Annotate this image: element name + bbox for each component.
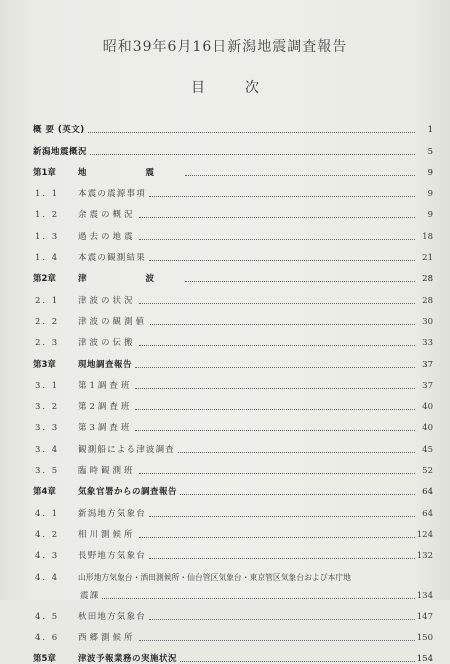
dot-leader (139, 345, 415, 346)
toc-chapter (33, 263, 433, 284)
entry-page: 30 (422, 316, 433, 327)
entry-page: 40 (422, 402, 433, 413)
section-number: 1. 2 (35, 210, 60, 221)
entry-page: 1 (427, 125, 433, 136)
dot-leader (88, 132, 415, 133)
entry-page: 64 (422, 487, 433, 498)
dot-leader (139, 537, 415, 538)
entry-title: 概 要 (英文) (33, 125, 85, 136)
section-number: 3. 5 (35, 466, 60, 477)
toc-section (33, 391, 433, 412)
section-title: 新潟地方気象台 (78, 508, 146, 519)
entry-page: 9 (427, 167, 433, 178)
toc-section (33, 497, 433, 518)
toc-entry (33, 135, 433, 156)
dot-leader (149, 516, 415, 517)
entry-page: 9 (427, 210, 433, 221)
chapter-title: 津波予報業務の実施状況 (78, 654, 178, 664)
dot-leader (139, 239, 415, 240)
section-title: 西郷測候所 (78, 633, 136, 644)
dot-leader (178, 452, 415, 453)
toc-section (33, 327, 433, 348)
toc-section (33, 306, 433, 327)
section-title: 余震の概況 (78, 210, 136, 221)
dot-leader (135, 388, 415, 389)
entry-page: 18 (422, 231, 433, 242)
chapter-title: 津 波 (78, 274, 182, 285)
chapter-title: 気象官署からの調査報告 (78, 487, 178, 498)
dot-leader (149, 619, 415, 620)
section-number: 2. 1 (35, 295, 60, 306)
report-title: 昭和39年6月16日新潟地震調査報告 (102, 39, 348, 55)
chapter-number: 第2章 (33, 274, 56, 285)
section-title: 長野地方気象台 (78, 551, 146, 562)
section-title: 津波の状況 (78, 295, 136, 306)
chapter-title: 地 震 (78, 167, 182, 178)
dot-leader (139, 217, 415, 218)
entry-page: 147 (416, 611, 433, 622)
entry-page: 21 (422, 253, 433, 264)
entry-page: 28 (422, 295, 433, 306)
chapter-number: 第5章 (33, 654, 56, 664)
section-title: 臨時観測班 (78, 466, 136, 477)
entry-page: 9 (427, 189, 433, 200)
toc-chapter (33, 157, 433, 178)
section-title: 本震の震源事項 (78, 189, 146, 200)
entry-page: 154 (416, 654, 433, 664)
section-number: 3. 3 (35, 423, 60, 434)
entry-page: 124 (416, 529, 433, 540)
section-title: 過去の地震 (78, 231, 136, 242)
dot-leader (135, 409, 415, 410)
entry-page: 134 (416, 590, 433, 601)
entry-page: 5 (427, 146, 433, 157)
section-title: 観測船による津波調査 (78, 444, 176, 455)
section-title: 津波の伝搬 (78, 338, 136, 349)
entry-page: 28 (422, 274, 433, 285)
dot-leader (90, 154, 415, 155)
toc-section (33, 540, 433, 561)
section-number: 1. 1 (35, 189, 60, 200)
toc-section (33, 242, 433, 263)
toc-entry (33, 114, 433, 135)
entry-page: 64 (422, 508, 433, 519)
section-title: 第1調査班 (78, 380, 133, 391)
entry-page: 40 (422, 423, 433, 434)
chapter-number: 第3章 (33, 359, 56, 370)
dot-leader (149, 260, 415, 261)
dot-leader (102, 598, 414, 599)
entry-page: 37 (422, 380, 433, 391)
section-title: 津波の観測値 (78, 316, 148, 327)
dot-leader (139, 640, 415, 641)
section-number: 4. 2 (35, 529, 60, 540)
section-title: 第3調査班 (78, 423, 133, 434)
toc-section (33, 220, 433, 241)
section-number: 1. 3 (35, 231, 60, 242)
dot-leader (135, 367, 415, 368)
section-title: 本震の観測結果 (78, 253, 146, 264)
table-of-contents (33, 114, 433, 664)
toc-chapter (33, 476, 433, 497)
section-title-continued: 震課 (80, 590, 100, 601)
dot-leader (150, 324, 415, 325)
section-number: 3. 4 (35, 444, 60, 455)
section-number: 4. 3 (35, 551, 60, 562)
entry-page: 45 (422, 444, 433, 455)
section-title: 山形地方気象台・酒田測候所・仙台管区気象台・東京管区気象台および本庁地 (78, 572, 351, 582)
chapter-number: 第1章 (33, 167, 56, 178)
toc-section-continuation (33, 583, 433, 601)
section-number: 3. 2 (35, 402, 60, 413)
toc-chapter (33, 348, 433, 369)
section-number: 4. 4 (35, 572, 60, 583)
section-number: 2. 3 (35, 338, 60, 349)
section-number: 2. 2 (35, 316, 60, 327)
toc-section (33, 601, 433, 622)
dot-leader (185, 175, 415, 176)
toc-chapter (33, 643, 433, 664)
section-number: 4. 6 (35, 633, 60, 644)
toc-section (33, 433, 433, 454)
dot-leader (139, 473, 415, 474)
section-number: 4. 5 (35, 611, 60, 622)
section-title: 第2調査班 (78, 402, 133, 413)
entry-page: 132 (416, 551, 433, 562)
toc-section (33, 370, 433, 391)
toc-section (33, 561, 433, 582)
dot-leader (180, 494, 415, 495)
entry-page: 37 (422, 359, 433, 370)
toc-section (33, 412, 433, 433)
entry-page: 33 (422, 338, 433, 349)
dot-leader (149, 196, 415, 197)
toc-section (33, 455, 433, 476)
dot-leader (180, 661, 415, 662)
toc-heading: 目次 (191, 80, 299, 96)
chapter-number: 第4章 (33, 487, 56, 498)
section-title: 相川測候所 (78, 529, 136, 540)
section-number: 1. 4 (35, 253, 60, 264)
toc-section (33, 284, 433, 305)
section-title: 秋田地方気象台 (78, 611, 146, 622)
toc-section (33, 519, 433, 540)
entry-page: 52 (422, 466, 433, 477)
entry-title: 新潟地震概況 (33, 146, 88, 157)
dot-leader (135, 430, 415, 431)
toc-section (33, 622, 433, 643)
chapter-title: 現地調査報告 (78, 359, 133, 370)
section-number: 4. 1 (35, 508, 60, 519)
entry-page: 150 (416, 633, 433, 644)
toc-section (33, 199, 433, 220)
dot-leader (149, 558, 415, 559)
toc-section (33, 178, 433, 199)
section-number: 3. 1 (35, 380, 60, 391)
dot-leader (139, 303, 415, 304)
dot-leader (185, 281, 415, 282)
